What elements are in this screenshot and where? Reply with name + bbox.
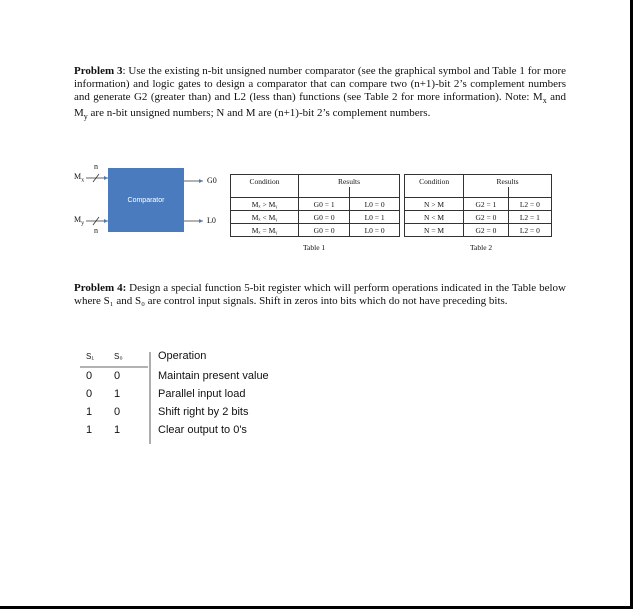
table-1-caption: Table 1 [303, 243, 326, 252]
input-mx-label: $M_x$ [74, 172, 85, 184]
problem-3-text-a: : Use the existing n-bit unsigned number comparator (see the graphical symbol and Table 1 for more information) and logic gates to design a comparator that can compare two (n+1)-bit 2’s complement numbers and generate G2 (greater than) and L2 (less than) functions (see Table 2 for more information). Note: M [74, 65, 567, 103]
bus-width-top: n [94, 162, 98, 171]
arrow-icon [199, 219, 203, 223]
problem-4-paragraph [74, 282, 566, 308]
comparator-block [108, 168, 184, 232]
table-row: N > M G2 = 1 L2 = 0 [405, 198, 552, 211]
problem-3-text-b: and M [74, 91, 566, 120]
output-g0-label: G0 [207, 176, 217, 185]
table-row: N = M G2 = 0 L2 = 0 [405, 224, 552, 237]
table-1-header-results: Results [299, 175, 400, 188]
problem-3-label: Problem 3 [74, 65, 123, 77]
problem-3-text-c: are n-bit unsigned numbers; N and M are (n+1)-bit 2’s complement numbers. [87, 107, 431, 120]
table-2-header-results: Results [464, 175, 552, 188]
table-row: Mₓ = Mᵧ G0 = 0 L0 = 0 [231, 224, 400, 237]
table-2-header-condition: Condition [405, 175, 464, 188]
table-1-header-condition: Condition [231, 175, 299, 188]
my-subscript: y [83, 112, 88, 122]
table-row: Mₓ < Mᵧ G0 = 0 L0 = 1 [231, 211, 400, 224]
document-page: Problem 3: Use the existing n-bit unsigned number comparator (see the graphical symbol and Table 1 for more information) and logic gates to design a comparator that can compare two (n+1)-bit 2’s complement numbers and generate G2 (greater than) and L2 (less than) functions (see Table 2 for more information). Note: $M_x$ and $M_y$ are n-bit unsigned numbers; N and M are (n+1)-bit 2’s complement numbers. Comparator $M_x$ $M_y$ n n G0 L0 Condition Results Mₓ > Mᵧ G0 = 1 L0 = 0 Mₓ < Mᵧ G0 = 0 L0 = 1 Mₓ = Mᵧ G0 = 0 L0 = 0 Table 1 Condition Results N > M G2 = 1 L2 = 0 N < M G2 = 0 L2 = 1 N = M G2 = 0 L2 = 0 Table 2 Problem 4: Design a special function 5-bit register which will perform operations indicated in the Table below where S₁ and S₀ are control input signals. Shift in zeros into bits which do not have preceding bits. S₁ S₀ Operation 0 0 Maintain present value 0 1 Parallel input load 1 0 Shift right by 2 bits 1 1 Clear output to 0's [0, 0, 630, 606]
table-2 [404, 174, 552, 237]
problem-4-text: Design a special function 5-bit register which will perform operations indicated in the Table below where S₁ and S₀ are control input signals. Shift in zeros into bits which do not have preceding bits. [74, 282, 566, 307]
arrow-icon [199, 179, 203, 183]
output-l0-label: L0 [207, 216, 216, 225]
bus-width-bottom: n [94, 226, 98, 235]
mx-subscript: x [542, 96, 547, 106]
input-my-label: $M_y$ [74, 215, 85, 227]
problem-4-label: Problem 4: [74, 282, 127, 294]
comparator-label: Comparator [127, 196, 165, 204]
table-row: Mₓ > Mᵧ G0 = 1 L0 = 0 [231, 198, 400, 211]
table-row: N < M G2 = 0 L2 = 1 [405, 211, 552, 224]
table-2-caption: Table 2 [470, 243, 493, 252]
table-1 [230, 174, 400, 237]
